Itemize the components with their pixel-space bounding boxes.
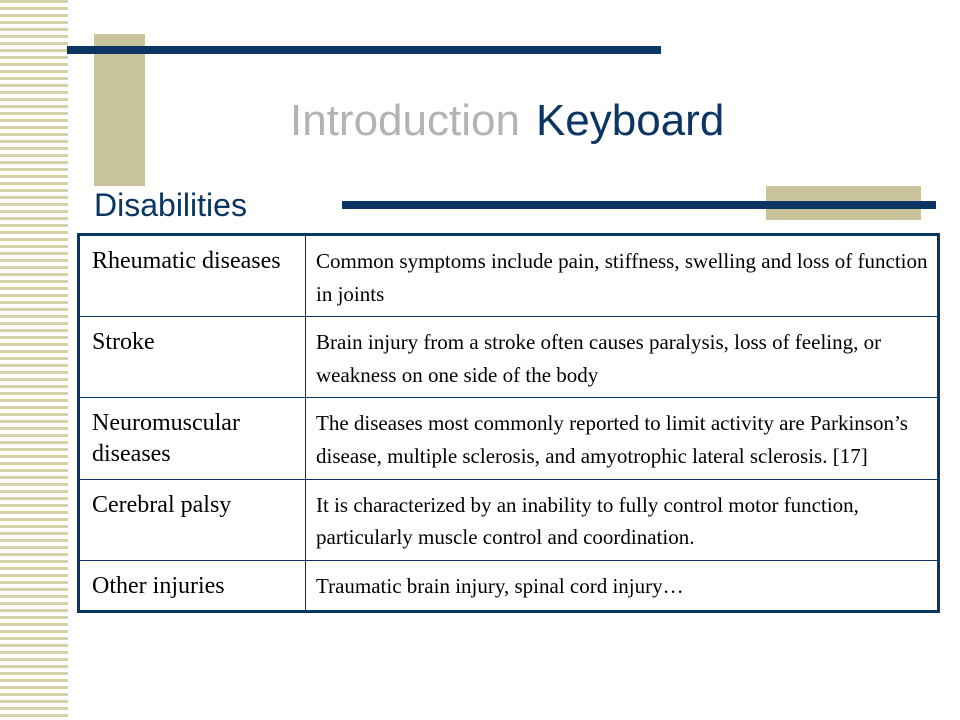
title-keyboard: Keyboard — [535, 96, 725, 145]
disability-description: The diseases most commonly reported to limit activity are Parkinson’s disease, multiple sclerosis, and amyotrophic lateral sclerosis. [17] — [306, 398, 939, 479]
disabilities-table — [77, 233, 940, 613]
top-divider-line — [67, 46, 661, 54]
table-row — [79, 317, 939, 398]
tan-accent-block — [94, 34, 145, 186]
disability-name: Neuromuscular diseases — [79, 398, 306, 479]
table-row — [79, 398, 939, 479]
disability-name: Stroke — [79, 317, 306, 398]
title-introduction: Introduction — [290, 96, 520, 145]
disability-description: Traumatic brain injury, spinal cord injury… — [306, 560, 939, 611]
disability-name: Rheumatic diseases — [79, 235, 306, 317]
disability-description: Brain injury from a stroke often causes paralysis, loss of feeling, or weakness on one side of the body — [306, 317, 939, 398]
disability-description: Common symptoms include pain, stiffness, swelling and loss of function in joints — [306, 235, 939, 317]
disability-description: It is characterized by an inability to fully control motor function, particularly muscle control and coordination. — [306, 479, 939, 560]
subtitle-divider-line — [342, 201, 936, 209]
table-row — [79, 479, 939, 560]
table-row — [79, 560, 939, 611]
disability-name: Cerebral palsy — [79, 479, 306, 560]
table-row — [79, 235, 939, 317]
left-stripe-decoration — [0, 0, 68, 720]
slide-title — [290, 96, 724, 146]
slide-subtitle: Disabilities — [94, 187, 247, 223]
disability-name: Other injuries — [79, 560, 306, 611]
